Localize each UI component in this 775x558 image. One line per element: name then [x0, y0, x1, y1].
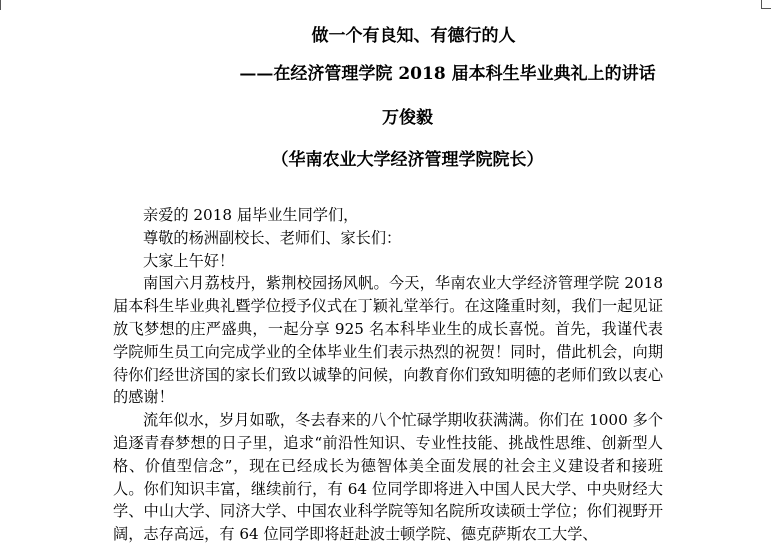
document-author: 万俊毅 [382, 108, 433, 128]
document-subtitle: ——在经济管理学院 2018 届本科生毕业典礼上的讲话 [239, 64, 656, 84]
document-title: 做一个有良知、有德行的人 [311, 26, 516, 46]
body-paragraph: 流年似水，岁月如歌，冬去春来的八个忙碌学期收获满满。你们在 1000 多个追逐青春梦想的日子里，追求“前沿性知识、专业性技能、挑战性思维、创新型人格、价值型信念”，现在已经成长为德智体美全面发展的社会主义建设者和接班人。你们知识丰富，继续前行，有 64 位同学即将进入中国人民大学、中央财经大学、中山大学、同济大学、中国农业科学院等知名院所攻读硕士学位；你们视野开阔，志存高远，有 64 位同学即将赶赴波士顿学院、德克萨斯农工大学、 [113, 411, 663, 544]
document-body [113, 204, 663, 546]
body-paragraph: 南国六月荔枝丹，紫荆校园扬风帆。今天，华南农业大学经济管理学院 2018 届本科生毕业典礼暨学位授予仪式在丁颖礼堂举行。在这隆重时刻，我们一起见证放飞梦想的庄严盛典，一起分享 925 名本科毕业生的成长喜悦。首先，我谨代表学院师生员工向完成学业的全体毕业生们表示热烈的祝贺！同时，借此机会，向期待你们经世济国的家长们致以诚挚的问候，向教育你们致知明德的老师们致以衷心的感谢！ [113, 274, 663, 407]
greeting-line: 尊敬的杨洲副校长、老师们、家长们： [143, 228, 402, 247]
page-corner-mark-left [0, 0, 1, 10]
greeting-line: 亲爱的 2018 届毕业生同学们， [143, 206, 359, 224]
page-corner-mark-right [761, 0, 771, 9]
document-affiliation: （华南农业大学经济管理学院院长） [271, 150, 544, 170]
greeting-line: 大家上午好！ [143, 251, 235, 270]
